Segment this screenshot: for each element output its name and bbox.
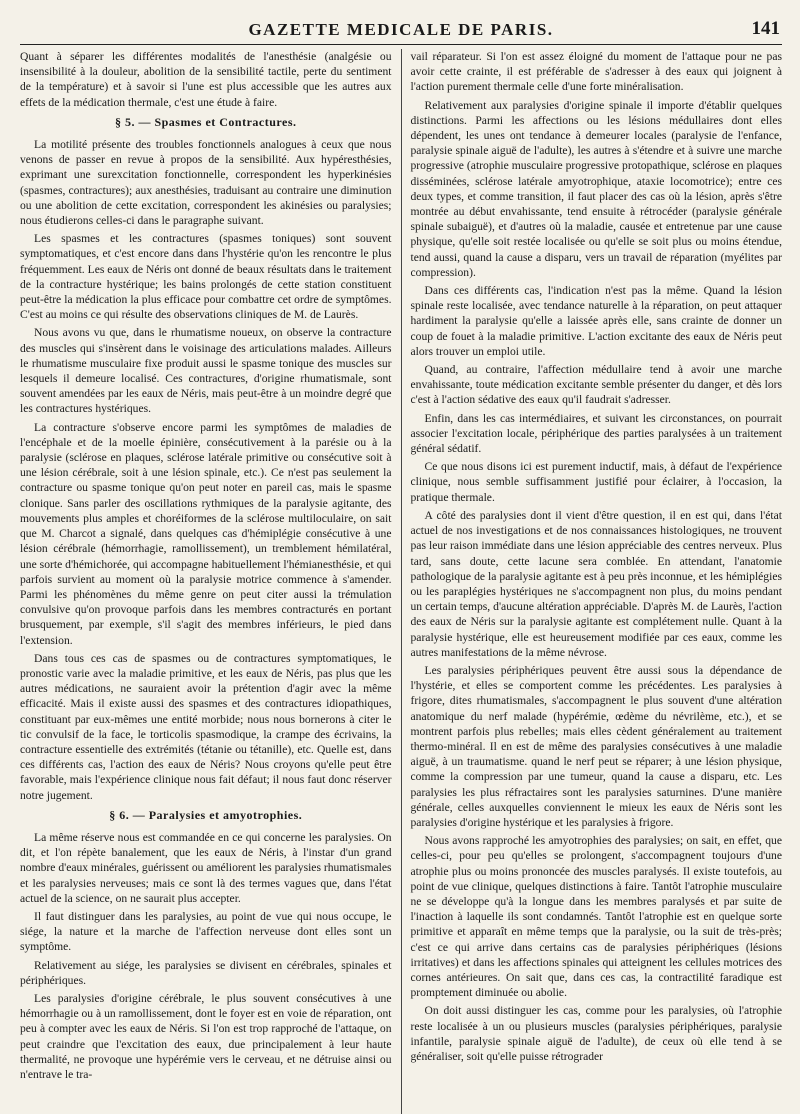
paragraph: A côté des paralysies dont il vient d'être question, il en est qui, dans l'état actuel de nos investigations et de nos connaissances histologiques, ne trouvent pas leur raison immédiate dans une lésion appréciable des centres nerveux. Plus tard, sans doute, cette lacune sera comblée. En attendant, l'anatomie pathologique de la paralysie agitante est à peu près inconnue, et les hémiplégies ou les paraplégies hystériques ne s'accompagnent non plus, du moins pendant un certain temps, d'aucune altération appréciable. D'après M. de Laurès, l'action des eaux de Néris sur la paralysie agitante est complétement nulle. Quant à la paralysie hystérique, elle est heureusement modifiée par ces eaux, comme les autres manifestations de la même névrose. xyxy=(410,508,782,659)
journal-title: GAZETTE MEDICALE DE PARIS. xyxy=(248,20,554,39)
paragraph: Quand, au contraire, l'affection médullaire tend à avoir une marche envahissante, toute médication excitante semble présenter du danger, et dès lors c'est à l'action sédative des eaux qu'il faudrait s'adresser. xyxy=(410,363,782,407)
paragraph: Les spasmes et les contractures (spasmes toniques) sont souvent symptomatiques, et c'est encore dans dans l'hystérie qu'on les rencontre le plus fréquemment. Les eaux de Néris ont donné de beaux résultats dans le traitement de la contracture hystérique; les bains prolongés de cette station constituent peut-être la médication la plus efficace pour combattre cet ordre de symptômes. C'est au moins ce qui résulte des observations cliniques de M. de Laurès. xyxy=(20,232,392,322)
paragraph: La même réserve nous est commandée en ce qui concerne les paralysies. On dit, et l'on répète banalement, que les eaux de Néris, à l'instar d'un grand nombre d'eaux minérales, guérissent ou améliorent les paralysies rhumatismales et les paralysies nerveuses; mais ce sont là des termes vagues que, dans l'état actuel de la science, on ne saurait plus accepter. xyxy=(20,830,392,905)
paragraph: Il faut distinguer dans les paralysies, au point de vue qui nous occupe, le siége, la nature et la marche de l'affection nerveuse dont elles sont un symptôme. xyxy=(20,909,392,954)
paragraph: vail réparateur. Si l'on est assez éloigné du moment de l'attaque pour ne pas avoir cette crainte, il est préférable de s'adresser à des eaux qui joignent à l'action purement thermale celle d'une forte minéralisation. xyxy=(410,50,782,94)
page-number: 141 xyxy=(751,18,780,39)
left-column xyxy=(20,49,402,1114)
section-heading: § 5. — Spasmes et Contractures. xyxy=(114,114,297,129)
paragraph: Les paralysies périphériques peuvent être aussi sous la dépendance de l'hystérie, et elles se comportent comme les précédentes. Les paralysies à frigore, dites rhumatismales, s'accompagnent le plus souvent d'une altération anatomique du nerf malade (hypérémie, œdème du névrilème, etc.), et se montrent parfois plus rebelles; mais elles cèdent généralement au traitement thermo-minéral. Il en est de même des paralysies consécutives à une maladie aiguë, à un traumatisme. quand le nerf peut se réparer; à une lésion physique, comme la compression par une tumeur, quand la cause a disparu, etc. Les paralysies les plus réfractaires sont les paralysies saturnines. D'une manière générale, celles auxquelles conviennent le mieux les eaux de Néris sont les paralysies d'origine hystérique et les paralysies à frigore. xyxy=(410,663,782,829)
paragraph: La motilité présente des troubles fonctionnels analogues à ceux que nous venons de passer en revue à propos de la sensibilité. Aux hypéresthésies, exprimant une surexcitation fonctionnelle, correspondent les hyperkinésies (spasmes, contractures); aux anesthésies, traduisant au contraire une diminution ou une abolition de cette excitation, correspondent les akinésies ou paralysies; nous étudierons celles-ci dans le paragraphe suivant. xyxy=(20,138,392,228)
paragraph: La contracture s'observe encore parmi les symptômes de maladies de l'encéphale et de la moelle épinière, consécutivement à la parésie ou à la paralysie (sclérose en plaques, sclérose latérale primitive ou consécutive soit à une lésion cérébrale, soit à une lésion spinale, etc.). Ce n'est pas seulement la contracture ou spasme tonique qu'on peut noter en pareil cas, mais le spasme clonique. Sans parler des oscillations rythmiques de la paralysie agitante, des mouvements plus amples et choréiformes de la sclérose multiloculaire, on sait que M. Charcot a signalé, dans quelques cas d'hémiplégie consécutive à une lésion cérébrale (hémorrhagie, ramollissement), un tremblement hémilatéral, une sorte d'hémichorée, qui accompagne habituellement l'hémianesthésie, et qui parfois survient au moment où la paralysie motrice commence à s'amender. Parmi les phénomènes du même genre on peut citer aussi la trémulation convulsive qu'on provoque parfois dans les membres contracturés en portant brusquement, par exemple, s'il s'agit des membres inférieurs, le pied dans l'extension. xyxy=(20,420,392,647)
paragraph: Ce que nous disons ici est purement inductif, mais, à défaut de l'expérience clinique, nous semble suffisamment justifié pour éclairer, à l'occasion, la pratique thermale. xyxy=(410,460,782,504)
right-column xyxy=(402,49,783,1114)
paragraph: Nous avons rapproché les amyotrophies des paralysies; on sait, en effet, que celles-ci, pour peu qu'elles se prolongent, s'accompagnent toujours d'une atrophie plus ou moins prononcée des muscles paralysés. Il existe toutefois, au point de vue clinique, quelques distinctions à faire. Tantôt l'atrophie musculaire ne se développe qu'à la longue dans les membres paralysés et par suite de l'inaction à laquelle ils sont condamnés. Tantôt l'atrophie est en quelque sorte primitive et apparaît en même temps que la paralysie, ou la suit de très-près; c'est ce qui arrive dans certains cas de paralysies périphériques (lésions irritatives) et dans les affections spinales qui atteignent les cellules motrices des cornes antérieures. On sait que, dans ces cas, la contractilité faradique est promptement diminuée ou abolie. xyxy=(410,834,782,1000)
paragraph: Dans tous ces cas de spasmes ou de contractures symptomatiques, le pronostic varie avec la maladie primitive, et les eaux de Néris, pas plus que les autres médications, ne sauraient avoir la prétention d'agir avec la même efficacité. Mais il existe aussi des spasmes et des contractures idiopathiques, constituant par eux-mêmes une entité morbide; nous nous bornerons à citer le tic convulsif de la face, le torticolis spasmodique, la crampe des écrivains, la contracture essentielle des extrémités (tétanie ou tétanille), etc. Quelle est, dans ces différents cas, l'action des eaux de Néris? Nous croyons qu'elle peut être favorable, mais l'expérience clinique nous fait défaut; il nous faut donc réserver notre jugement. xyxy=(20,651,392,802)
page-header xyxy=(20,14,782,45)
paragraph: On doit aussi distinguer les cas, comme pour les paralysies, où l'atrophie reste localisée à un ou plusieurs muscles (paralysies périphériques, paralysie infantile, paralysie spinale aiguë de l'adulte), de ceux où elle tend à se généraliser, soit qu'elle puisse rétrograder xyxy=(410,1004,782,1063)
paragraph: Enfin, dans les cas intermédiaires, et suivant les circonstances, on pourrait associer l'excitation locale, périphérique des parties paralysées à un traitement général sédatif. xyxy=(410,411,782,456)
paragraph: Quant à séparer les différentes modalités de l'anesthésie (analgésie ou insensibilité à la douleur, abolition de la sensibilité tactile, perte du sentiment de la température) et à savoir si l'une est plus accessible que les autres aux effets de la médication thermale, c'est une étude à faire. xyxy=(20,50,392,109)
paragraph: Nous avons vu que, dans le rhumatisme noueux, on observe la contracture des muscles qui s'insèrent dans le voisinage des articulations malades. Ailleurs le rhumatisme musculaire fixe produit aussi le spasme tonique des muscles sur lesquels il demeure localisé. Ces contractures, d'origine rhumatismale, sont souvent amendées par les eaux de Néris, mais peut-être à un moindre degré que les contractures hystériques. xyxy=(20,326,392,416)
section-heading: § 6. — Paralysies et amyotrophies. xyxy=(109,807,303,822)
paragraph: Relativement au siége, les paralysies se divisent en cérébrales, spinales et périphériques. xyxy=(20,958,392,987)
paragraph: Relativement aux paralysies d'origine spinale il importe d'établir quelques distinctions. Parmi les affections ou les lésions médullaires dont elles dépendent, les unes ont tendance à demeurer locales (paralysie de l'enfance, paralysie spinale aiguë de l'adulte), les autres à s'étendre et à suivre une marche progressive (atrophie musculaire progressive protopathique, sclérose en plaques disséminées, sclérose latérale amyotrophique, ataxie locomotrice); entre ces deux types, et comme transition, il faut placer des cas où la lésion, après s'être montrée au début envahissante, tend ensuite à rétrocéder (paralysie générale spinale subaiguë), et d'autres où la maladie, causée et entretenue par une cause physique, qu'elle soit restée localisée ou qu'elle se soit plus ou moins étendue, tend aussi, quand la cause a disparu, vers un travail de réparation (myélites par compression). xyxy=(410,98,782,279)
paragraph: Dans ces différents cas, l'indication n'est pas la même. Quand la lésion spinale reste localisée, avec tendance naturelle à la réparation, on peut attaquer hardiment la paralysie qu'elle a laissée après elle, sans crainte de donner un coup de fouet à la maladie primitive. L'action excitante des eaux de Néris peut alors trouver un emploi utile. xyxy=(410,284,782,358)
two-column-body xyxy=(20,49,782,1114)
paragraph: Les paralysies d'origine cérébrale, le plus souvent consécutives à une hémorrhagie ou à un ramollissement, dont le foyer est en voie de réparation, ont peu à compter avec les eaux de Néris. Si l'on est trop rapproché de l'attaque, on peut craindre que l'excitation des eaux, due principalement à leur haute thermalité, ne provoque une hypérémie vers le cerveau, et ne détruise ainsi ou n'entrave le tra- xyxy=(20,991,392,1081)
